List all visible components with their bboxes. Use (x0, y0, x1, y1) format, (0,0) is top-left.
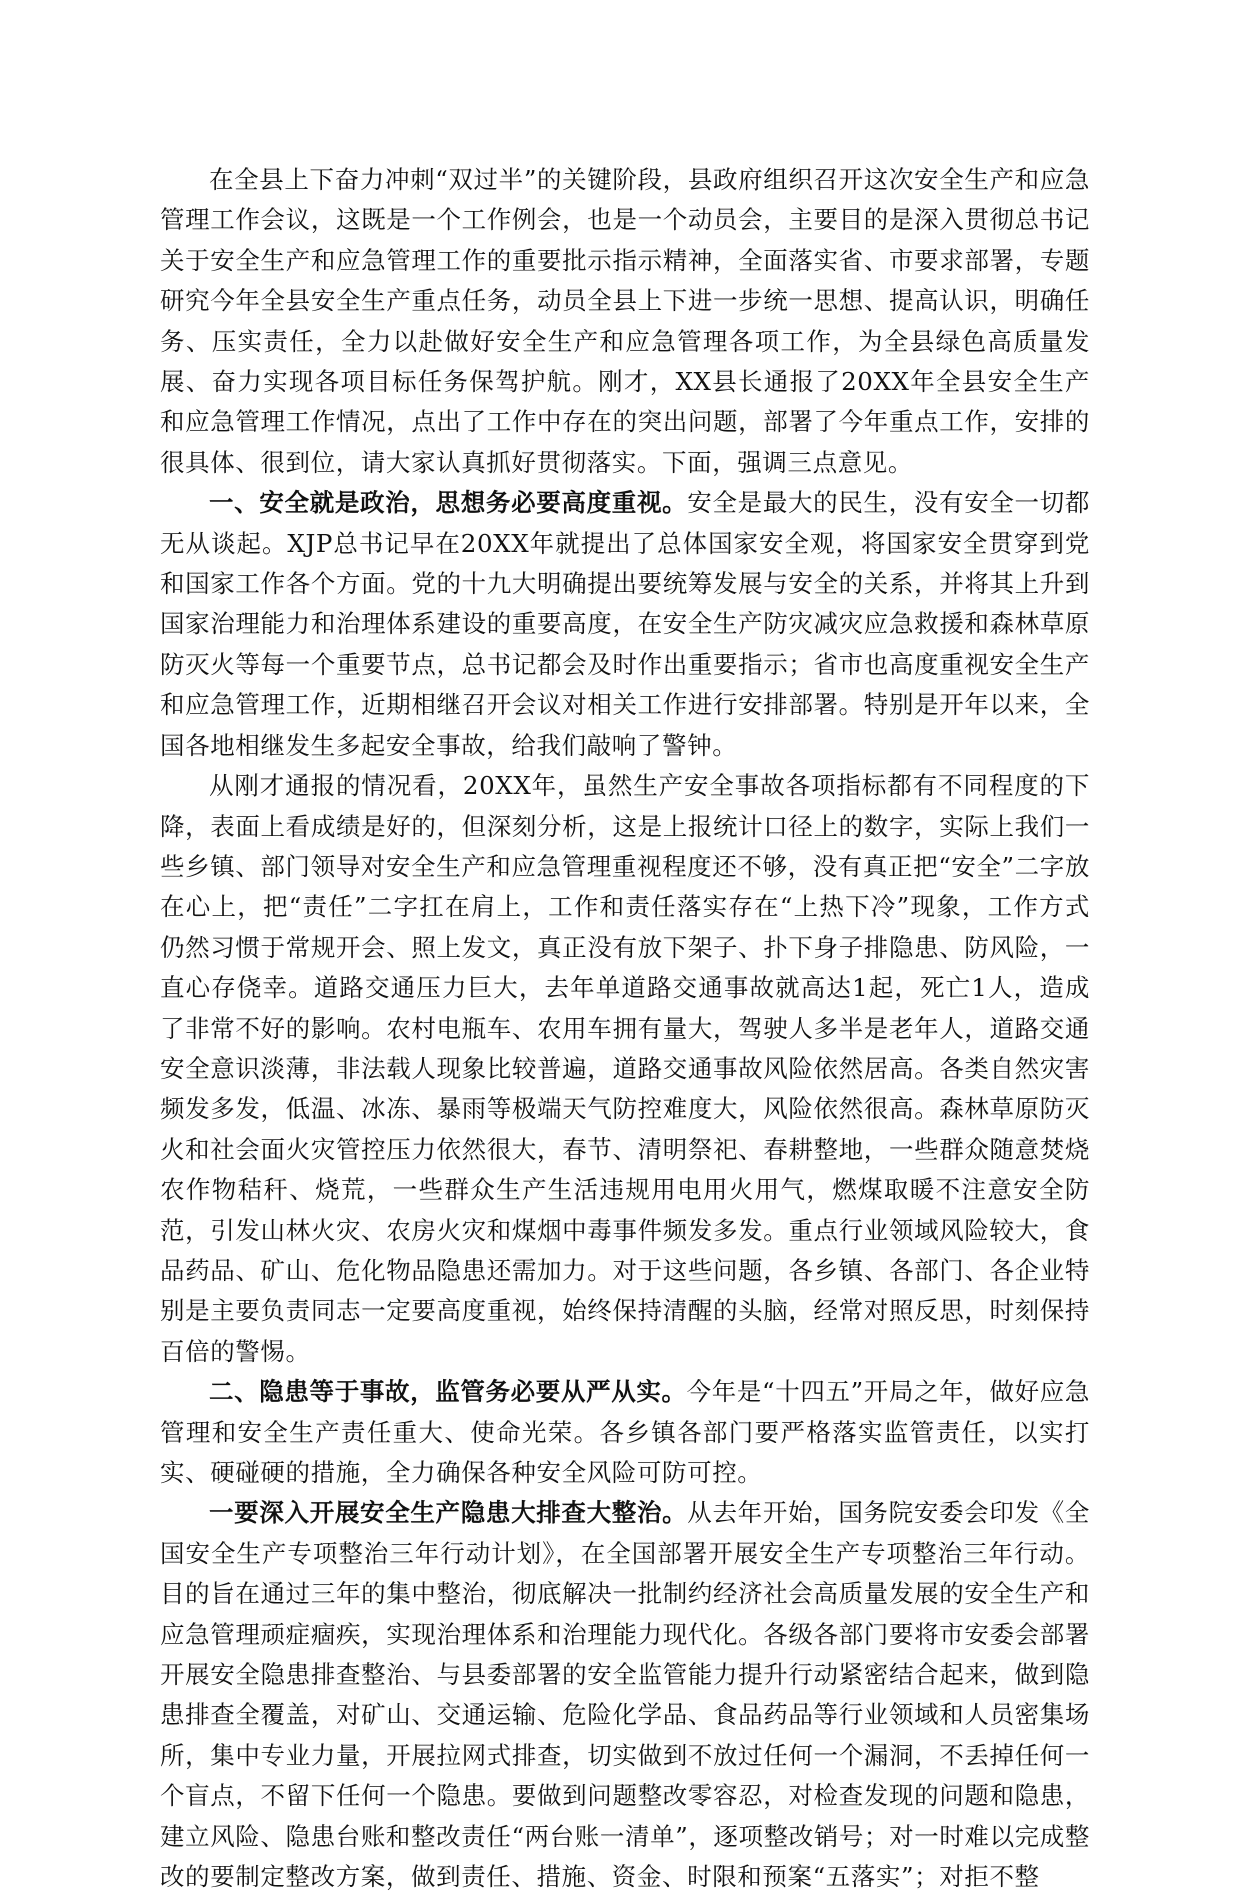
paragraph-analysis (160, 766, 1090, 1372)
paragraph-text: 从去年开始，国务院安委会印发《全国安全生产专项整治三年行动计划》，在全国部署开展安全生产专项整治三年行动。目的旨在通过三年的集中整治，彻底解决一批制约经济社会高质量发展的安全生产和应急管理顽症痼疾，实现治理体系和治理能力现代化。各级各部门要将市安委会部署开展安全隐患排查整治、与县委部署的安全监管能力提升行动紧密结合起来，做到隐患排查全覆盖，对矿山、交通运输、危险化学品、食品药品等行业领域和人员密集场所，集中专业力量，开展拉网式排查，切实做到不放过任何一个漏洞，不丢掉任何一个盲点，不留下任何一个隐患。要做到问题整改零容忍，对检查发现的问题和隐患，建立风险、隐患台账和整改责任“两台账一清单”，逐项整改销号；对一时难以完成整改的要制定整改方案，做到责任、措施、资金、时限和预案“五落实”；对拒不整 (160, 1498, 1090, 1892)
paragraph-subsection-one (160, 1493, 1090, 1897)
paragraph-text: 安全是最大的民生，没有安全一切都无从谈起。XJP总书记早在20XX年就提出了总体国家安全观，将国家安全贯穿到党和国家工作各个方面。党的十九大明确提出要统筹发展与安全的关系，并将其上升到国家治理能力和治理体系建设的重要高度，在安全生产防灾减灾应急救援和森林草原防灭火等每一个重要节点，总书记都会及时作出重要指示；省市也高度重视安全生产和应急管理工作，近期相继召开会议对相关工作进行安排部署。特别是开年以来，全国各地相继发生多起安全事故，给我们敲响了警钟。 (160, 488, 1090, 760)
paragraph-text: 从刚才通报的情况看，20XX年，虽然生产安全事故各项指标都有不同程度的下降，表面上看成绩是好的，但深刻分析，这是上报统计口径上的数字，实际上我们一些乡镇、部门领导对安全生产和应急管理重视程度还不够，没有真正把“安全”二字放在心上，把“责任”二字扛在肩上，工作和责任落实存在“上热下冷”现象，工作方式仍然习惯于常规开会、照上发文，真正没有放下架子、扑下身子排隐患、防风险，一直心存侥幸。道路交通压力巨大，去年单道路交通事故就高达1起，死亡1人，造成了非常不好的影响。农村电瓶车、农用车拥有量大，驾驶人多半是老年人，道路交通安全意识淡薄，非法载人现象比较普遍，道路交通事故风险依然居高。各类自然灾害频发多发，低温、冰冻、暴雨等极端天气防控难度大，风险依然很高。森林草原防灭火和社会面火灾管控压力依然很大，春节、清明祭祀、春耕整地，一些群众随意焚烧农作物秸秆、烧荒，一些群众生产生活违规用电用火用气，燃煤取暖不注意安全防范，引发山林火灾、农房火灾和煤烟中毒事件频发多发。重点行业领域风险较大，食品药品、矿山、危化物品隐患还需加力。对于这些问题，各乡镇、各部门、各企业特别是主要负责同志一定要高度重视，始终保持清醒的头脑，经常对照反思，时刻保持百倍的警惕。 (160, 771, 1090, 1366)
paragraph-text: 在全县上下奋力冲刺“双过半”的关键阶段，县政府组织召开这次安全生产和应急管理工作会议，这既是一个工作例会，也是一个动员会，主要目的是深入贯彻总书记关于安全生产和应急管理工作的重要批示指示精神，全面落实省、市要求部署，专题研究今年全县安全生产重点任务，动员全县上下进一步统一思想、提高认识，明确任务、压实责任，全力以赴做好安全生产和应急管理各项工作，为全县绿色高质量发展、奋力实现各项目标任务保驾护航。刚才，XX县长通报了20XX年全县安全生产和应急管理工作情况，点出了工作中存在的突出问题，部署了今年重点工作，安排的很具体、很到位，请大家认真抓好贯彻落实。下面，强调三点意见。 (160, 165, 1090, 477)
paragraph-section-two (160, 1372, 1090, 1493)
paragraph-intro (160, 160, 1090, 483)
section-heading-one: 一、安全就是政治，思想务必要高度重视。 (209, 488, 688, 518)
subsection-heading-one: 一要深入开展安全生产隐患大排查大整治。 (209, 1498, 688, 1528)
paragraph-section-one (160, 483, 1090, 766)
section-heading-two: 二、隐患等于事故，监管务必要从严从实。 (209, 1377, 687, 1407)
paragraph-text: 今年是“十四五”开局之年，做好应急管理和安全生产责任重大、使命光荣。各乡镇各部门要严格落实监管责任，以实打实、硬碰硬的措施，全力确保各种安全风险可防可控。 (160, 1377, 1091, 1487)
document-body (160, 160, 1090, 1897)
